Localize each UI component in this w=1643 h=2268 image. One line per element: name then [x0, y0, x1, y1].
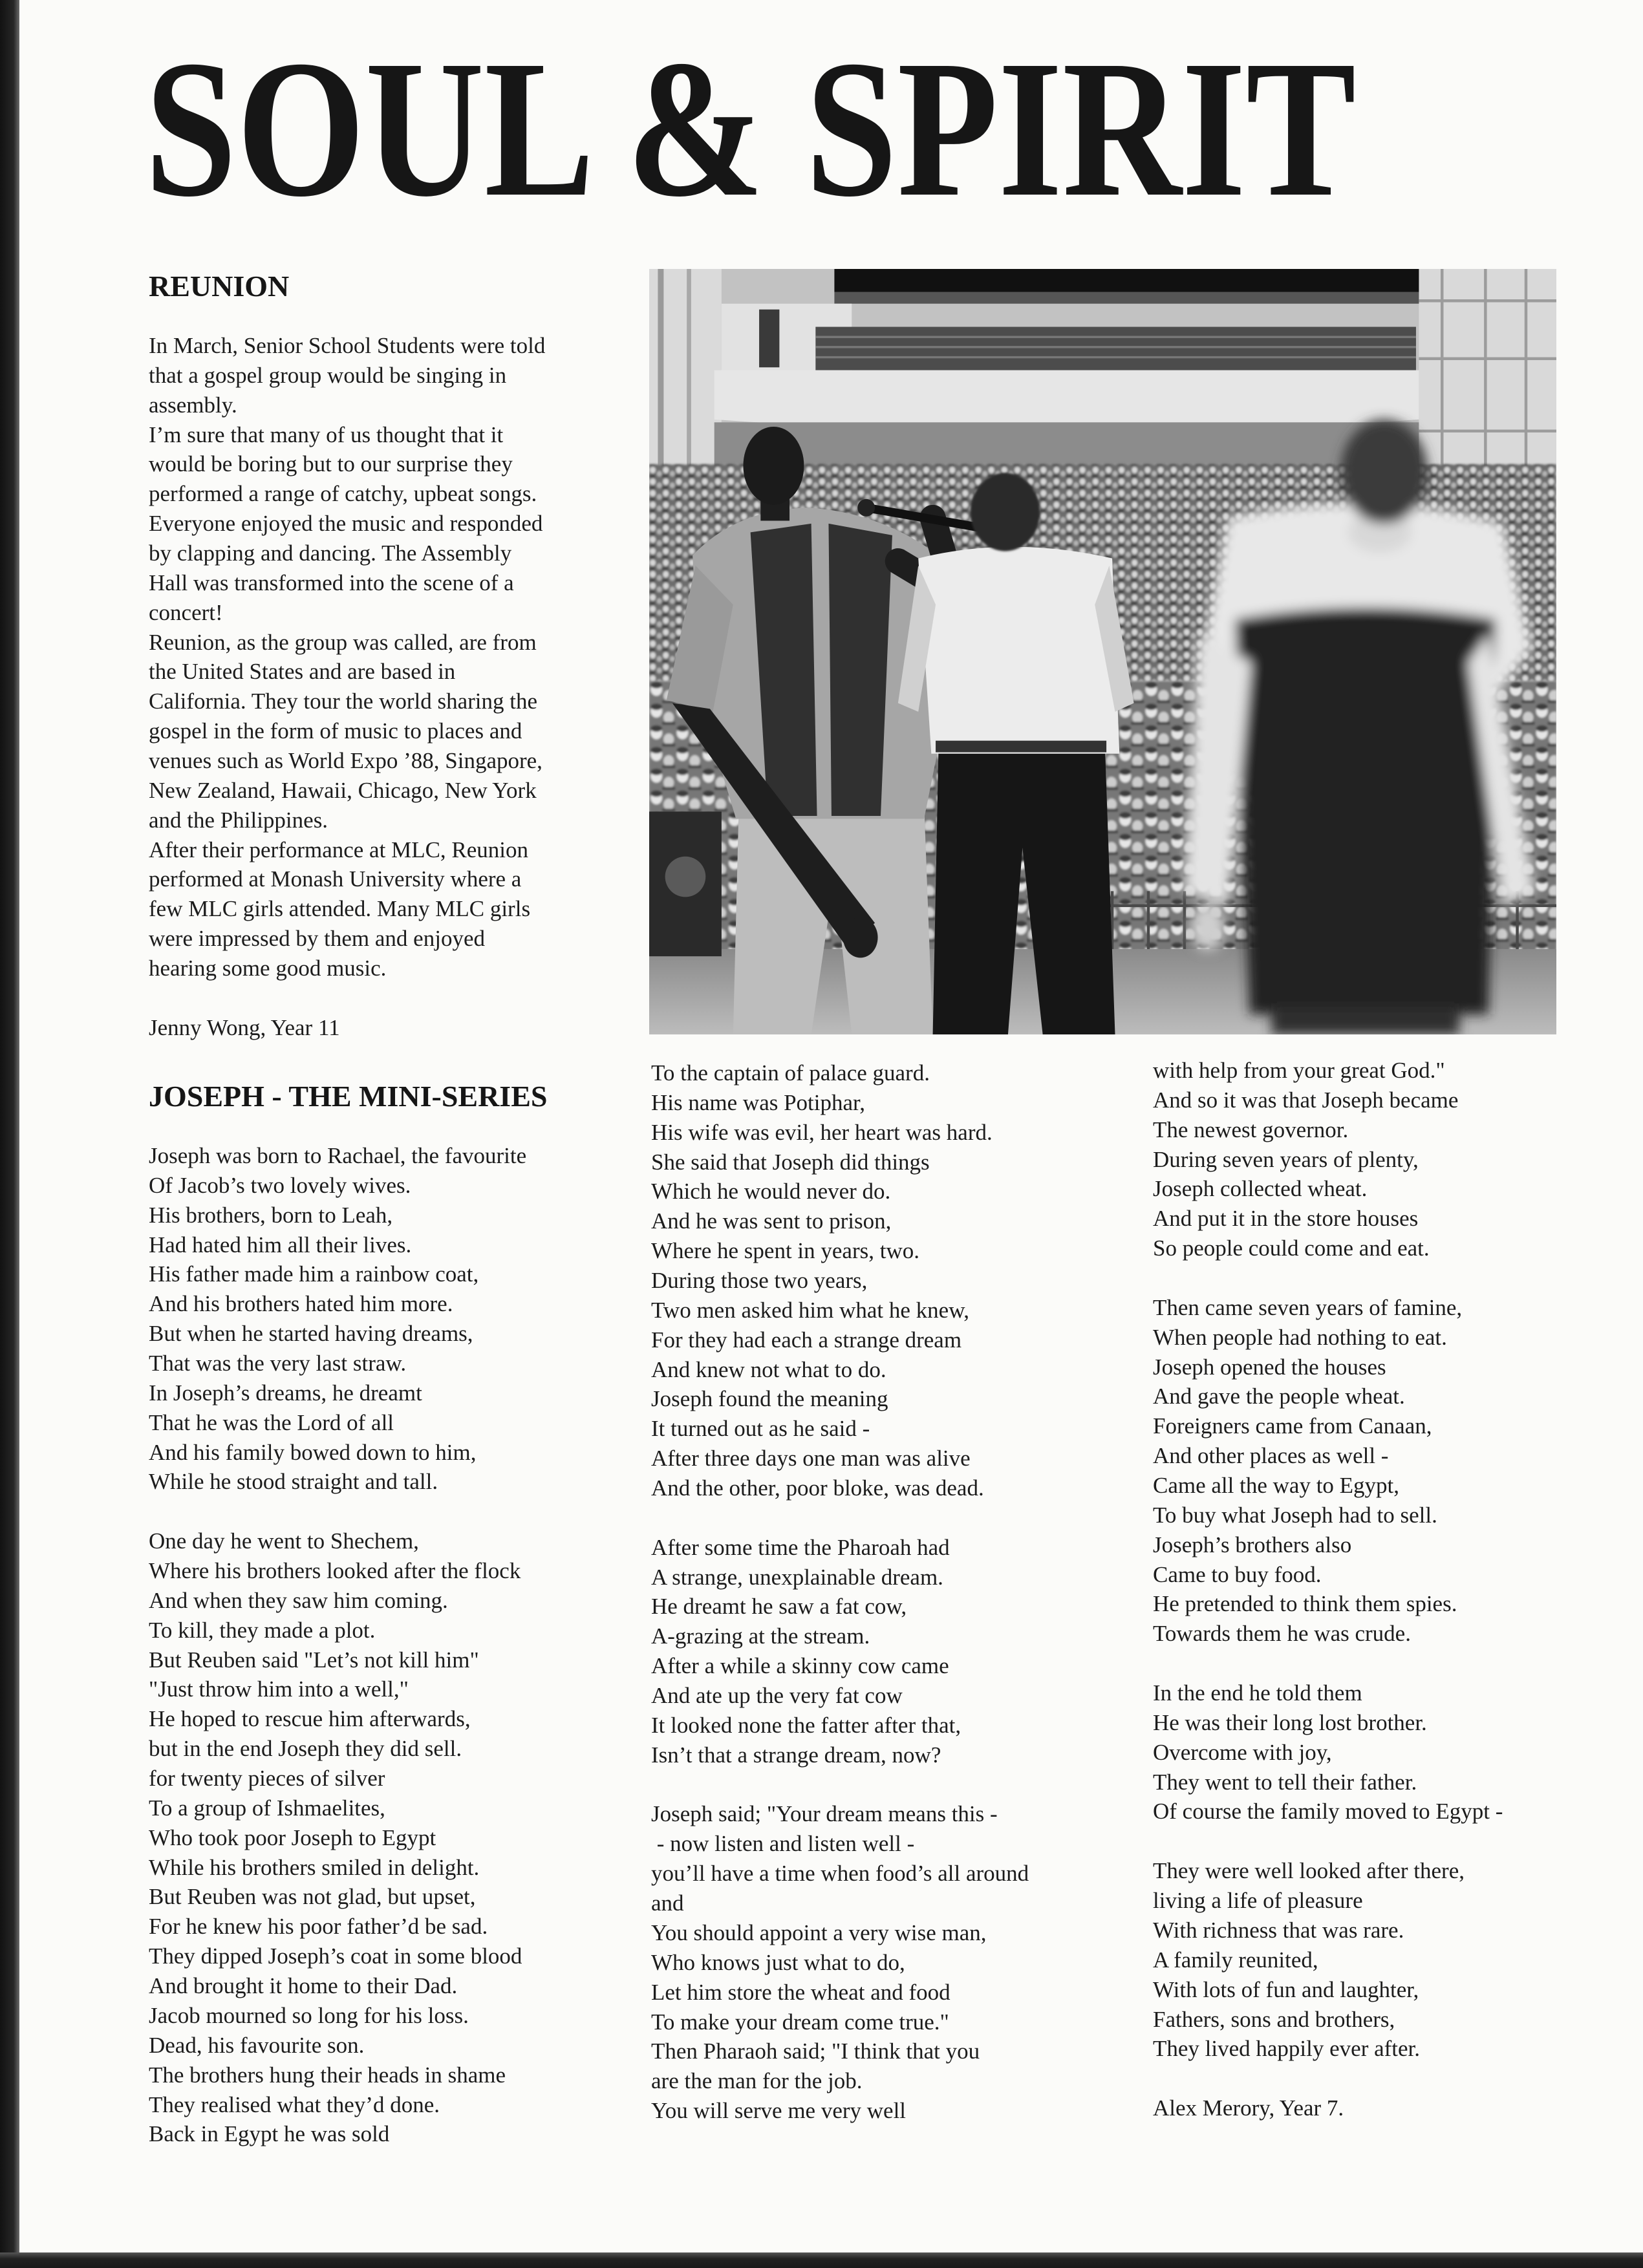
text-line: And ate up the very fat cow — [651, 1683, 903, 1709]
text-line: Joseph said; "Your dream means this - — [651, 1801, 998, 1827]
text-line: That he was the Lord of all — [149, 1409, 394, 1435]
text-line: Back in Egypt he was sold — [149, 2121, 390, 2147]
text-line: And his family bowed down to him, — [149, 1439, 477, 1465]
text-line: So people could come and eat. — [1153, 1236, 1430, 1261]
text-line: And the other, poor bloke, was dead. — [651, 1475, 984, 1501]
text-line: During seven years of plenty, — [1153, 1146, 1419, 1172]
text-line: were impressed by them and enjoyed — [149, 926, 485, 952]
text-line: Reunion, as the group was called, are from — [149, 629, 537, 655]
joseph-column-3-lines — [1153, 1056, 1503, 2064]
text-line: Joseph collected wheat. — [1153, 1176, 1368, 1202]
text-line: Of course the family moved to Egypt - — [1153, 1799, 1503, 1824]
stanza — [1153, 1056, 1503, 1263]
text-line: and the Philippines. — [149, 807, 328, 833]
text-line: Joseph opened the houses — [1153, 1354, 1386, 1380]
text-line: Who took poor Joseph to Egypt — [149, 1824, 436, 1850]
text-line: performed at Monash University where a — [149, 866, 522, 892]
text-line: For they had each a strange dream — [651, 1327, 962, 1353]
text-line: While he stood straight and tall. — [149, 1469, 438, 1495]
text-line: To make your dream come true." — [651, 2009, 949, 2035]
joseph-heading: JOSEPH - THE MINI-SERIES — [149, 1080, 548, 1113]
text-line: A-grazing at the stream. — [651, 1623, 870, 1649]
page-title: SOUL & SPIRIT — [145, 19, 1357, 237]
reunion-byline: Jenny Wong, Year 11 — [149, 1014, 340, 1040]
text-line: Of Jacob’s two lovely wives. — [149, 1172, 411, 1198]
text-line: After three days one man was alive — [651, 1446, 971, 1471]
text-line: And his brothers hated him more. — [149, 1291, 453, 1317]
text-line: Who knows just what to do, — [651, 1949, 905, 1975]
text-line: concert! — [149, 599, 223, 625]
text-line: Isn’t that a strange dream, now? — [651, 1742, 941, 1768]
text-line: His name was Potiphar, — [651, 1089, 866, 1115]
reunion-article — [149, 331, 545, 1043]
joseph-column-2-lines — [651, 1058, 1029, 2126]
joseph-column-3 — [1153, 1056, 1503, 2123]
text-line: Then came seven years of famine, — [1153, 1294, 1463, 1320]
text-line: And brought it home to their Dad. — [149, 1973, 458, 1999]
text-line: Dead, his favourite son. — [149, 2032, 365, 2058]
text-line: assembly. — [149, 392, 237, 418]
stanza — [1153, 1678, 1503, 1826]
joseph-column-2 — [651, 1058, 1029, 2156]
text-line: would be boring but to our surprise they — [149, 451, 513, 477]
text-line: During those two years, — [651, 1268, 868, 1294]
text-line: Jacob mourned so long for his loss. — [149, 2002, 469, 2028]
text-line: Towards them he was crude. — [1153, 1621, 1411, 1647]
text-line: venues such as World Expo ’88, Singapore, — [149, 748, 542, 774]
text-line: One day he went to Shechem, — [149, 1528, 419, 1554]
text-line: They went to tell their father. — [1153, 1769, 1417, 1795]
text-line: Two men asked him what he knew, — [651, 1297, 969, 1323]
text-line: Fathers, sons and brothers, — [1153, 2006, 1395, 2032]
text-line: Let him store the wheat and food — [651, 1979, 950, 2005]
text-line: He hoped to rescue him afterwards, — [149, 1706, 471, 1732]
text-line: Joseph was born to Rachael, the favourite — [149, 1143, 527, 1168]
text-line: They lived happily ever after. — [1153, 2036, 1421, 2062]
text-line: His wife was evil, her heart was hard. — [651, 1119, 993, 1145]
text-line: the United States and are based in — [149, 659, 456, 685]
stanza — [1153, 1293, 1503, 1649]
stanza — [1153, 1856, 1503, 2064]
text-line: Joseph found the meaning — [651, 1386, 888, 1412]
text-line: And when they saw him coming. — [149, 1587, 448, 1613]
text-line: To buy what Joseph had to sell. — [1153, 1502, 1437, 1528]
text-line: To kill, they made a plot. — [149, 1617, 376, 1643]
text-line: Overcome with joy, — [1153, 1739, 1332, 1765]
text-line: performed a range of catchy, upbeat songs. — [149, 481, 537, 507]
text-line: They dipped Joseph’s coat in some blood — [149, 1943, 522, 1969]
text-line: After some time the Pharoah had — [651, 1534, 950, 1560]
text-line: Everyone enjoyed the music and responded — [149, 511, 543, 537]
text-line: And other places as well - — [1153, 1443, 1389, 1469]
text-line: living a life of pleasure — [1153, 1888, 1363, 1914]
stanza — [651, 1799, 1029, 2125]
text-line: They realised what they’d done. — [149, 2091, 440, 2117]
text-line: With richness that was rare. — [1153, 1917, 1404, 1943]
text-line: You will serve me very well — [651, 2098, 907, 2124]
stanza — [149, 1141, 526, 1497]
text-line: A family reunited, — [1153, 1947, 1318, 1973]
text-line: But Reuben said "Let’s not kill him" — [149, 1647, 479, 1673]
text-line: But Reuben was not glad, but upset, — [149, 1884, 476, 1910]
text-line: That was the very last straw. — [149, 1351, 407, 1376]
text-line: New Zealand, Hawaii, Chicago, New York — [149, 777, 537, 803]
text-line: Where he spent in years, two. — [651, 1238, 919, 1264]
text-line: To the captain of palace guard. — [651, 1060, 930, 1086]
stanza — [651, 1058, 1029, 1503]
text-line: You should appoint a very wise man, — [651, 1920, 987, 1945]
text-line: Joseph’s brothers also — [1153, 1532, 1352, 1557]
text-line: Came all the way to Egypt, — [1153, 1473, 1400, 1499]
text-line: gospel in the form of music to places and — [149, 718, 522, 744]
text-line: In March, Senior School Students were told — [149, 333, 546, 358]
photo-image — [649, 269, 1556, 1034]
text-line: The newest governor. — [1153, 1117, 1349, 1142]
performance-photo — [649, 269, 1556, 1034]
text-line: And gave the people wheat. — [1153, 1384, 1405, 1409]
text-line: And knew not what to do. — [651, 1356, 886, 1382]
text-line: for twenty pieces of silver — [149, 1766, 385, 1792]
text-line: While his brothers smiled in delight. — [149, 1854, 480, 1880]
text-line: "Just throw him into a well," — [149, 1676, 409, 1702]
text-line: but in the end Joseph they did sell. — [149, 1736, 462, 1762]
text-line: With lots of fun and laughter, — [1153, 1976, 1419, 2002]
text-line: few MLC girls attended. Many MLC girls — [149, 896, 531, 922]
text-line: you’ll have a time when food’s all around — [651, 1861, 1029, 1887]
text-line: In the end he told them — [1153, 1680, 1362, 1706]
text-line: Hall was transformed into the scene of a — [149, 570, 514, 595]
scan-edge-bottom — [0, 2252, 1643, 2268]
reunion-heading: REUNION — [149, 270, 290, 303]
stanza — [651, 1533, 1029, 1770]
text-line: by clapping and dancing. The Assembly — [149, 540, 512, 566]
text-line: A strange, unexplainable dream. — [651, 1564, 943, 1590]
text-line: For he knew his poor father’d be sad. — [149, 1914, 488, 1940]
reunion-body — [149, 331, 545, 983]
text-line: His brothers, born to Leah, — [149, 1202, 393, 1228]
text-line: And so it was that Joseph became — [1153, 1087, 1459, 1113]
text-line: To a group of Ishmaelites, — [149, 1795, 385, 1821]
text-line: hearing some good music. — [149, 956, 387, 981]
text-line: Then Pharaoh said; "I think that you — [651, 2038, 980, 2064]
stanza — [149, 331, 545, 983]
text-line: They were well looked after there, — [1153, 1858, 1465, 1884]
text-line: Came to buy food. — [1153, 1561, 1322, 1587]
text-line: When people had nothing to eat. — [1153, 1324, 1447, 1350]
text-line: that a gospel group would be singing in — [149, 362, 507, 388]
text-line: The brothers hung their heads in shame — [149, 2062, 506, 2088]
text-line: Had hated him all their lives. — [149, 1232, 412, 1257]
scan-edge-left — [0, 0, 19, 2268]
text-line: His father made him a rainbow coat, — [149, 1261, 479, 1287]
text-line: But when he started having dreams, — [149, 1321, 473, 1347]
text-line: And put it in the store houses — [1153, 1206, 1419, 1232]
stanza — [149, 1526, 526, 2149]
text-line: In Joseph’s dreams, he dreamt — [149, 1380, 422, 1406]
text-line: with help from your great God." — [1153, 1058, 1445, 1083]
text-line: are the man for the job. — [651, 2068, 863, 2094]
text-line: - now listen and listen well - — [651, 1831, 915, 1857]
text-line: Foreigners came from Canaan, — [1153, 1413, 1432, 1439]
joseph-byline: Alex Merory, Year 7. — [1153, 2095, 1344, 2121]
text-line: After a while a skinny cow came — [651, 1653, 949, 1679]
text-line: He was their long lost brother. — [1153, 1709, 1427, 1735]
text-line: It looked none the fatter after that, — [651, 1712, 961, 1738]
text-line: He dreamt he saw a fat cow, — [651, 1594, 907, 1620]
joseph-column-1-lines — [149, 1141, 526, 2149]
text-line: Where his brothers looked after the flock — [149, 1558, 521, 1584]
text-line: and — [651, 1890, 684, 1916]
text-line: I’m sure that many of us thought that it — [149, 422, 504, 447]
text-line: After their performance at MLC, Reunion — [149, 837, 529, 862]
text-line: California. They tour the world sharing the — [149, 689, 538, 714]
text-line: He pretended to think them spies. — [1153, 1591, 1457, 1617]
text-line: She said that Joseph did things — [651, 1149, 930, 1175]
joseph-column-1 — [149, 1141, 526, 2179]
text-line: And he was sent to prison, — [651, 1208, 892, 1234]
text-line: It turned out as he said - — [651, 1416, 870, 1442]
text-line: Which he would never do. — [651, 1179, 891, 1204]
